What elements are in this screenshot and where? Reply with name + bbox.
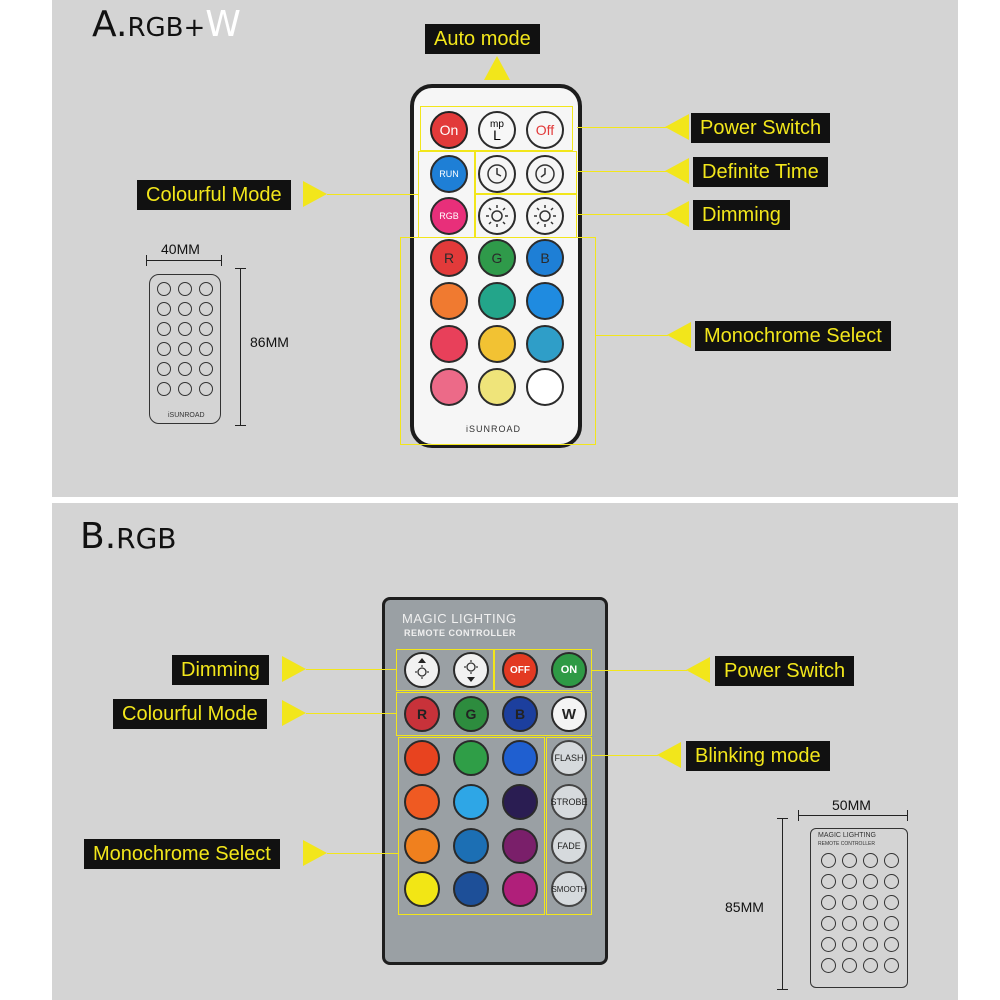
strobe-button[interactable] (551, 784, 587, 820)
clock-icon (534, 163, 556, 185)
sketch-button (157, 342, 171, 356)
fade-label: FADE (557, 841, 581, 851)
sketch-button (199, 282, 213, 296)
color-button[interactable] (502, 784, 538, 820)
color-button[interactable] (404, 871, 440, 907)
dimension-tick (798, 810, 799, 821)
auto-l-label: L (493, 127, 501, 143)
remote-title: MAGIC LIGHTING (402, 611, 517, 626)
label-dimming: Dimming (172, 655, 269, 685)
sketch-button (157, 302, 171, 316)
color-button[interactable] (526, 325, 564, 363)
color-button[interactable] (526, 368, 564, 406)
dim-up-button[interactable] (404, 652, 440, 688)
connector-line (306, 713, 396, 714)
color-button[interactable] (453, 740, 489, 776)
sketch-button (821, 937, 836, 952)
heading-letter: B. (80, 516, 117, 557)
color-button[interactable] (430, 282, 468, 320)
rgb-label: RGB (439, 211, 459, 221)
sketch-button (842, 874, 857, 889)
color-button[interactable] (430, 239, 468, 277)
off-label: OFF (510, 664, 530, 676)
sketch-button (842, 916, 857, 931)
arrow-right-icon (282, 656, 306, 682)
connector-line (577, 214, 667, 215)
sketch-button (863, 937, 878, 952)
dimension-tick (235, 425, 246, 426)
smooth-label: SMOOTH (551, 884, 587, 894)
sketch-button (884, 937, 899, 952)
timer-button-2[interactable] (526, 155, 564, 193)
sketch-button (178, 362, 192, 376)
dimension-line (240, 268, 241, 426)
heading-main: RGB+ (127, 13, 206, 43)
dimension-tick (907, 810, 908, 821)
color-button[interactable] (430, 368, 468, 406)
color-button[interactable] (502, 871, 538, 907)
dimension-tick (777, 989, 788, 990)
label-monochrome-select: Monochrome Select (84, 839, 280, 869)
sketch-button (821, 853, 836, 868)
clock-icon (486, 163, 508, 185)
connector-line (592, 755, 658, 756)
g-label: G (465, 706, 477, 722)
label-monochrome-select: Monochrome Select (695, 321, 891, 351)
w-button[interactable] (551, 696, 587, 732)
dimension-tick (146, 255, 147, 266)
fade-button[interactable] (551, 828, 587, 864)
sketch-width-label: 50MM (832, 797, 871, 813)
sketch-button (884, 853, 899, 868)
connector-line (327, 194, 418, 195)
sketch-button (178, 282, 192, 296)
sketch-button (199, 342, 213, 356)
label-dimming: Dimming (693, 200, 790, 230)
sketch-button (821, 874, 836, 889)
b-button[interactable] (502, 696, 538, 732)
connector-line (577, 171, 667, 172)
b-label: B (514, 706, 526, 722)
arrow-left-icon (686, 657, 710, 683)
label-colourful-mode: Colourful Mode (113, 699, 267, 729)
sketch-button (178, 342, 192, 356)
arrow-left-icon (667, 322, 691, 348)
heading-letter: A. (92, 4, 128, 45)
sketch-button (863, 853, 878, 868)
dim-down-button[interactable] (478, 197, 516, 235)
label-power-switch: Power Switch (715, 656, 854, 686)
sketch-button (884, 874, 899, 889)
arrow-left-icon (665, 201, 689, 227)
dim-up-button[interactable] (526, 197, 564, 235)
label-power-switch: Power Switch (691, 113, 830, 143)
sketch-button (157, 322, 171, 336)
on-label: On (439, 122, 459, 138)
sketch-button (884, 916, 899, 931)
sketch-button (842, 958, 857, 973)
arrow-up-icon (484, 56, 510, 80)
sketch-button (178, 302, 192, 316)
connector-line (577, 127, 667, 128)
sun-icon (533, 204, 557, 228)
arrow-left-icon (665, 114, 689, 140)
heading-w: W (205, 4, 241, 45)
sketch-button (842, 937, 857, 952)
sketch-button (863, 895, 878, 910)
dimension-tick (235, 268, 246, 269)
timer-button-1[interactable] (478, 155, 516, 193)
sketch-button (199, 382, 213, 396)
on-button[interactable] (551, 652, 587, 688)
dimension-line (798, 815, 908, 816)
sun-icon (485, 204, 509, 228)
sketch-height-label: 85MM (725, 899, 764, 915)
heading-main: RGB (116, 522, 177, 555)
run-button[interactable] (430, 155, 468, 193)
sketch-button (842, 895, 857, 910)
sketch-button (863, 916, 878, 931)
dimension-tick (777, 818, 788, 819)
sketch-button (863, 874, 878, 889)
arrow-right-icon (303, 181, 327, 207)
color-button[interactable] (453, 784, 489, 820)
b-label: B (540, 250, 550, 266)
w-label: W (561, 705, 577, 723)
sketch-button (157, 282, 171, 296)
off-button[interactable] (526, 111, 564, 149)
on-label: ON (560, 664, 578, 676)
run-label: RUN (439, 169, 459, 179)
color-button[interactable] (404, 740, 440, 776)
sketch-title: MAGIC LIGHTING (818, 832, 876, 839)
dimension-line (146, 260, 222, 261)
color-button[interactable] (478, 368, 516, 406)
label-definite-time: Definite Time (693, 157, 828, 187)
smooth-button[interactable] (551, 871, 587, 907)
auto-mp-label: mp (490, 119, 504, 130)
connector-line (327, 853, 398, 854)
connector-line (596, 335, 668, 336)
sketch-button (178, 382, 192, 396)
brightness-down-icon (459, 657, 483, 683)
auto-button[interactable] (478, 111, 516, 149)
remote-subtitle: REMOTE CONTROLLER (404, 628, 516, 638)
color-button[interactable] (526, 239, 564, 277)
r-button[interactable] (404, 696, 440, 732)
color-button[interactable] (478, 239, 516, 277)
g-button[interactable] (453, 696, 489, 732)
label-auto-mode: Auto mode (425, 24, 540, 54)
r-label: R (416, 706, 428, 722)
color-button[interactable] (453, 828, 489, 864)
color-button[interactable] (478, 325, 516, 363)
g-label: G (491, 250, 503, 266)
color-button[interactable] (502, 740, 538, 776)
brightness-up-icon (410, 657, 434, 683)
color-button[interactable] (453, 871, 489, 907)
arrow-left-icon (657, 742, 681, 768)
arrow-right-icon (303, 840, 327, 866)
brand-label: iSUNROAD (466, 424, 522, 434)
sketch-subtitle: REMOTE CONTROLLER (818, 841, 875, 847)
label-blinking-mode: Blinking mode (686, 741, 830, 771)
panel-a-heading (92, 4, 241, 45)
strobe-label: STROBE (550, 797, 588, 807)
dim-down-button[interactable] (453, 652, 489, 688)
sketch-button (157, 382, 171, 396)
r-label: R (443, 250, 455, 266)
off-button[interactable] (502, 652, 538, 688)
dimension-tick (221, 255, 222, 266)
sketch-height-label: 86MM (250, 334, 289, 350)
flash-label: FLASH (554, 753, 584, 763)
panel-b-heading (80, 516, 177, 557)
color-button[interactable] (526, 282, 564, 320)
sketch-brand-label: iSUNROAD (168, 412, 205, 419)
sketch-button (821, 916, 836, 931)
sketch-button (863, 958, 878, 973)
connector-line (592, 670, 687, 671)
rgb-button[interactable] (430, 197, 468, 235)
color-button[interactable] (502, 828, 538, 864)
arrow-left-icon (665, 158, 689, 184)
label-colourful-mode: Colourful Mode (137, 180, 291, 210)
connector-line (306, 669, 396, 670)
sketch-button (199, 362, 213, 376)
on-button[interactable] (430, 111, 468, 149)
dimension-line (782, 818, 783, 990)
arrow-right-icon (282, 700, 306, 726)
off-label: Off (535, 122, 555, 138)
sketch-button (821, 958, 836, 973)
color-button[interactable] (478, 282, 516, 320)
sketch-button (821, 895, 836, 910)
sketch-button (884, 895, 899, 910)
sketch-button (178, 322, 192, 336)
color-button[interactable] (404, 784, 440, 820)
sketch-button (199, 302, 213, 316)
flash-button[interactable] (551, 740, 587, 776)
sketch-width-label: 40MM (161, 241, 200, 257)
sketch-button (157, 362, 171, 376)
color-button[interactable] (404, 828, 440, 864)
sketch-button (884, 958, 899, 973)
sketch-button (842, 853, 857, 868)
sketch-button (199, 322, 213, 336)
color-button[interactable] (430, 325, 468, 363)
